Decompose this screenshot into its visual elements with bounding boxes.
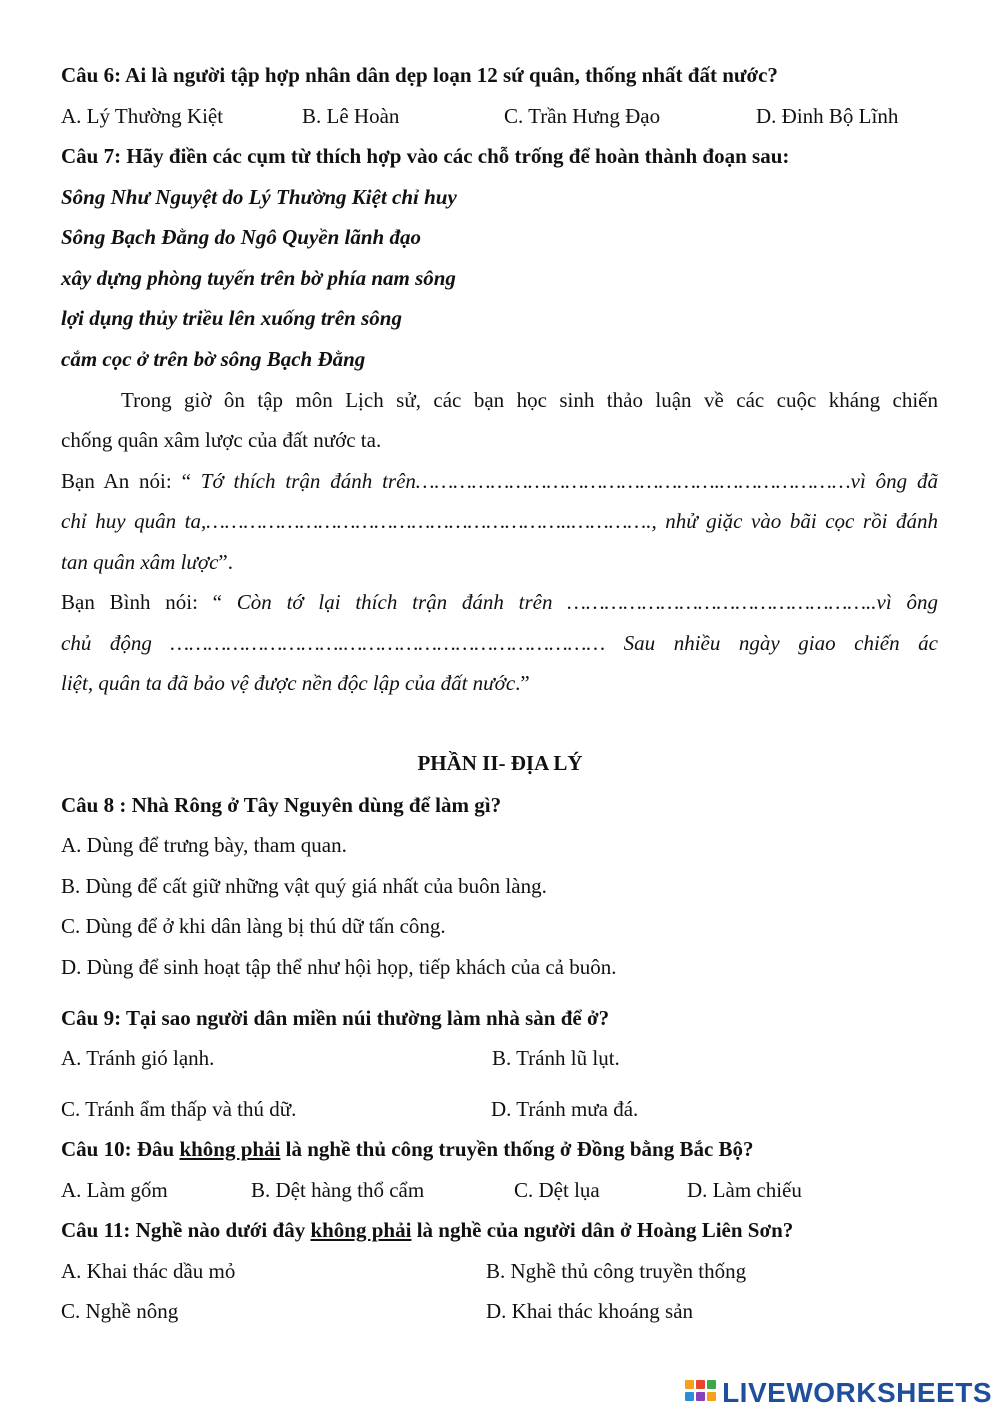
q7-phrase: xây dựng phòng tuyến trên bờ phía nam sông	[61, 266, 456, 290]
q6-option-b: B. Lê Hoàn	[302, 104, 400, 128]
liveworksheets-logo-text: LIVEWORKSHEETS	[722, 1377, 992, 1408]
q10-option-c: C. Dệt lụa	[514, 1178, 600, 1202]
q8-question: Câu 8 : Nhà Rông ở Tây Nguyên dùng để làm gì?	[61, 793, 502, 817]
binh-line-1	[61, 589, 938, 615]
q9-option-c: C. Tránh ẩm thấp và thú dữ.	[61, 1097, 297, 1121]
q11-option-d: D. Khai thác khoáng sản	[486, 1299, 694, 1323]
q11-option-b: B. Nghề thủ công truyền thống	[486, 1259, 747, 1283]
liveworksheets-logo-icon	[685, 1380, 719, 1406]
q7-phrase: Sông Như Nguyệt do Lý Thường Kiệt chỉ huy	[61, 185, 457, 209]
q10-option-b: B. Dệt hàng thổ cẩm	[251, 1178, 425, 1202]
q6-question: Câu 6: Ai là người tập hợp nhân dân dẹp loạn 12 sứ quân, thống nhất đất nước?	[61, 63, 778, 87]
q7-phrase: cắm cọc ở trên bờ sông Bạch Đằng	[61, 347, 366, 371]
an-text: tan quân xâm lược	[61, 550, 219, 574]
q7-paragraph-line: Trong giờ ôn tập môn Lịch sử, các bạn học sinh thảo luận về các cuộc kháng chiến	[121, 388, 938, 412]
an-line-1	[61, 468, 938, 494]
q6-option-d: D. Đinh Bộ Lĩnh	[756, 104, 899, 128]
q9-option-a: A. Tránh gió lạnh.	[61, 1046, 215, 1070]
binh-line-2: chủ động ……………………….…………………………………… Sau nhiều ngày giao chiến ác	[61, 631, 938, 655]
an-line-3	[61, 549, 233, 575]
q10-question: Câu 10: Đâu không phải là nghề thủ công truyền thống ở Đồng bằng Bắc Bộ?	[61, 1137, 754, 1161]
binh-end: .”	[515, 671, 530, 695]
binh-text: liệt, quân ta đã bảo vệ được nền độc lập của đất nước	[61, 671, 516, 695]
q7-phrase: Sông Bạch Đằng do Ngô Quyền lãnh đạo	[61, 225, 421, 249]
q8-option-b: B. Dùng để cất giữ những vật quý giá nhất của buôn làng.	[61, 874, 547, 898]
an-intro: Bạn An nói: “	[61, 469, 201, 493]
q6-option-a: A. Lý Thường Kiệt	[61, 104, 224, 128]
q11-option-c: C. Nghề nông	[61, 1299, 179, 1323]
q10-emphasis: không phải	[179, 1137, 281, 1161]
q8-option-a: A. Dùng để trưng bày, tham quan.	[61, 833, 347, 857]
q8-option-c: C. Dùng để ở khi dân làng bị thú dữ tấn công.	[61, 914, 446, 938]
q9-question: Câu 9: Tại sao người dân miền núi thường làm nhà sàn để ở?	[61, 1006, 610, 1030]
section-heading: PHẦN II- ĐỊA LÝ	[417, 751, 583, 775]
q7-paragraph-line: chống quân xâm lược của đất nước ta.	[61, 428, 382, 452]
q10-option-a: A. Làm gốm	[61, 1178, 168, 1202]
binh-intro: Bạn Bình nói: “	[61, 590, 237, 614]
q11-emphasis: không phải	[310, 1218, 412, 1242]
binh-text: Còn tớ lại thích trận đánh trên …………………………………………..vì ông	[236, 590, 938, 614]
q7-question: Câu 7: Hãy điền các cụm từ thích hợp vào các chỗ trống để hoàn thành đoạn sau:	[61, 144, 790, 168]
q7-phrase: lợi dụng thủy triều lên xuống trên sông	[61, 306, 402, 330]
an-end: ”.	[218, 550, 233, 574]
liveworksheets-logo[interactable]	[685, 1378, 992, 1408]
an-line-2: chỉ huy quân ta,…………………………………………………..…………., nhử giặc vào bãi cọc rồi đánh	[61, 509, 938, 533]
an-text: Tớ thích trận đánh trên………………………………………….…………………vì ông đã	[200, 469, 938, 493]
q8-option-d: D. Dùng để sinh hoạt tập thể như hội họp, tiếp khách của cả buôn.	[61, 955, 617, 979]
q9-option-d: D. Tránh mưa đá.	[491, 1097, 639, 1121]
q10-option-d: D. Làm chiếu	[687, 1178, 802, 1202]
q11-question: Câu 11: Nghề nào dưới đây không phải là nghề của người dân ở Hoàng Liên Sơn?	[61, 1218, 794, 1242]
binh-line-3	[61, 670, 530, 696]
q6-option-c: C. Trần Hưng Đạo	[504, 104, 661, 128]
q9-option-b: B. Tránh lũ lụt.	[492, 1046, 620, 1070]
q11-option-a: A. Khai thác dầu mỏ	[61, 1259, 236, 1283]
